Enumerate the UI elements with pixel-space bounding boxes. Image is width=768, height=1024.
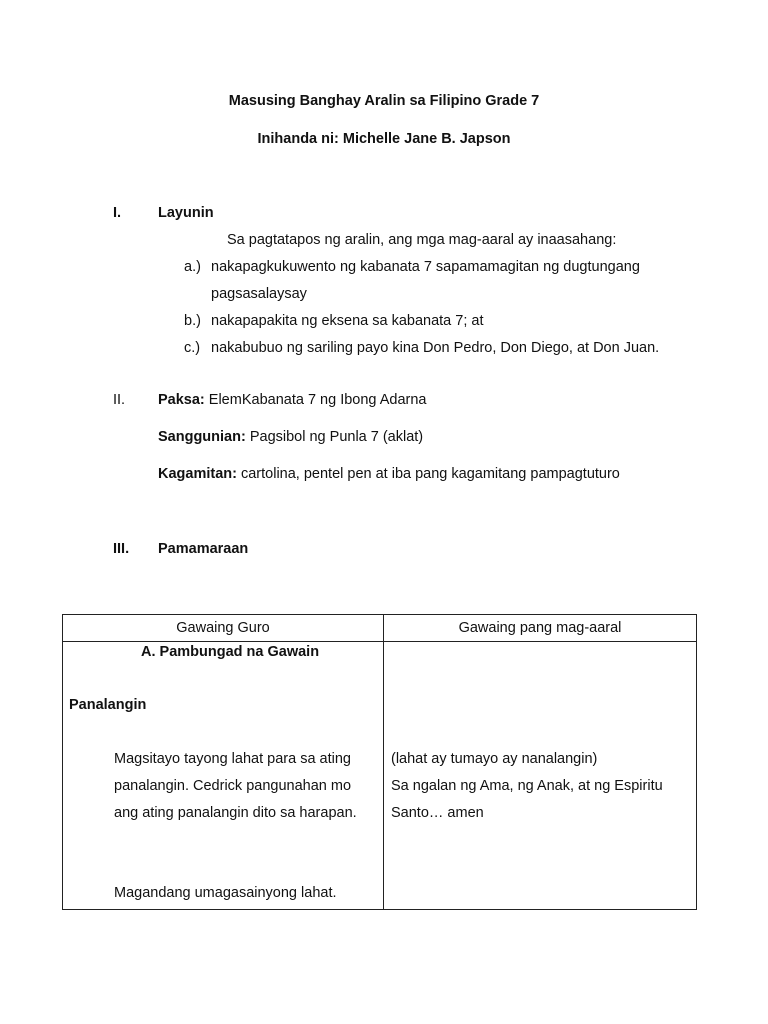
objective-text: pagsasalaysay (211, 286, 307, 302)
teacher-instruction: Magsitayo tayong lahat para sa ating (114, 751, 351, 767)
header-student-activity: Gawaing pang mag-aaral (384, 615, 697, 642)
objective-marker: b.) (184, 313, 201, 329)
sanggunian-label: Sanggunian: (158, 429, 246, 445)
objective-text: nakabubuo ng sariling payo kina Don Pedro, Don Diego, at Don Juan. (211, 340, 660, 356)
kagamitan-label: Kagamitan: (158, 466, 237, 482)
document-title: Masusing Banghay Aralin sa Filipino Grade 7 (228, 93, 540, 109)
author-line: Inihanda ni: Michelle Jane B. Japson (257, 131, 511, 147)
objective-marker: c.) (184, 340, 201, 356)
panalangin-label: Panalangin (69, 697, 147, 713)
section-3-heading: Pamamaraan (158, 541, 249, 557)
objective-text: nakapagkukuwento ng kabanata 7 sapamamagitan ng dugtungang (211, 259, 640, 275)
student-response: Sa ngalan ng Ama, ng Anak, at ng Espiritu (391, 778, 663, 794)
objectives-intro: Sa pagtatapos ng aralin, ang mga mag-aaral ay inaasahang: (227, 232, 617, 248)
table-row (63, 642, 697, 910)
section-3-numeral: III. (113, 541, 130, 557)
header-teacher-activity: Gawaing Guro (63, 615, 384, 642)
teacher-activity-cell (63, 642, 384, 910)
teacher-instruction: ang ating panalangin dito sa harapan. (114, 805, 357, 821)
sanggunian-value: Pagsibol ng Punla 7 (aklat) (245, 429, 424, 445)
objective-text: nakapapakita ng eksena sa kabanata 7; at (211, 313, 484, 329)
objective-marker: a.) (184, 259, 201, 275)
sanggunian-line (158, 429, 423, 445)
section-1-numeral: I. (113, 205, 122, 221)
student-response: Santo… amen (391, 805, 484, 821)
paksa-line (158, 392, 426, 408)
student-activity-cell (384, 642, 697, 910)
kagamitan-value: cartolina, pentel pen at iba pang kagamitang pampagtuturo (236, 466, 620, 482)
procedure-table (62, 614, 697, 910)
paksa-value: ElemKabanata 7 ng Ibong Adarna (204, 392, 427, 408)
teacher-instruction: panalangin. Cedrick pangunahan mo (114, 778, 352, 794)
subheading-pambungad: A. Pambungad na Gawain (141, 644, 320, 660)
teacher-greeting: Magandang umagasainyong lahat. (114, 885, 337, 901)
kagamitan-line (158, 466, 620, 482)
paksa-label: Paksa: (158, 392, 205, 408)
section-1-heading: Layunin (158, 205, 214, 221)
section-2-numeral: II. (113, 392, 126, 408)
student-response: (lahat ay tumayo ay nanalangin) (391, 751, 598, 767)
table-header-row (63, 615, 697, 642)
